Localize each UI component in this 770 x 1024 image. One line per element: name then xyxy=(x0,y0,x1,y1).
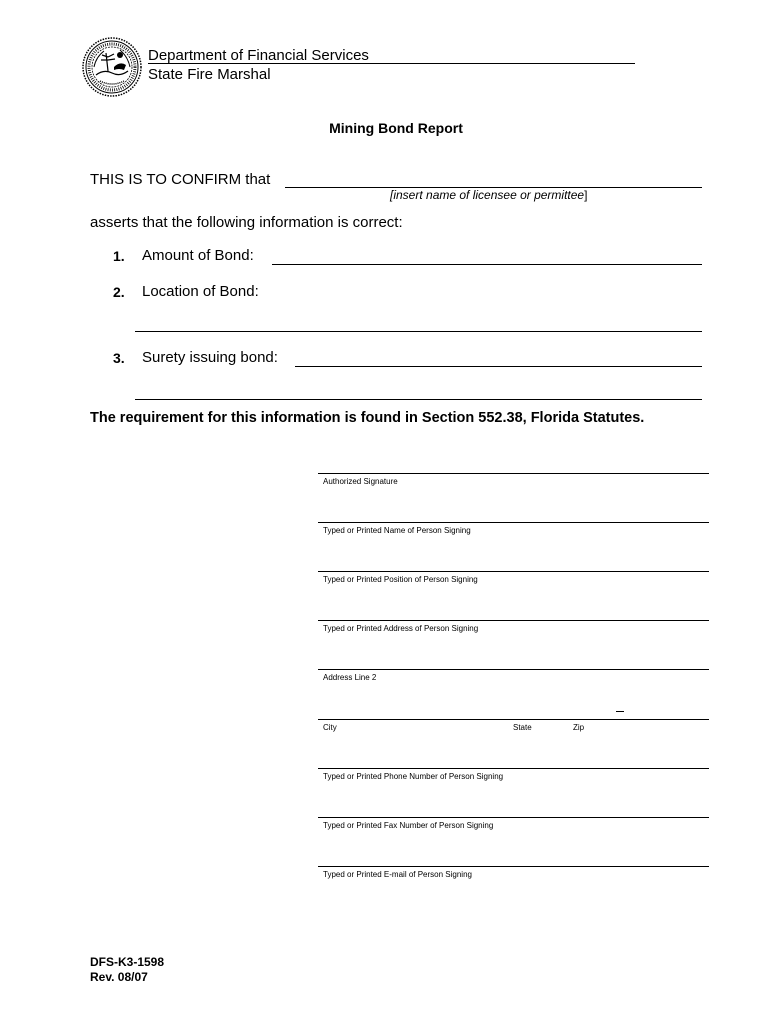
surety-label: Surety issuing bond: xyxy=(142,349,278,366)
location-of-bond-label: Location of Bond: xyxy=(142,283,259,300)
authorized-signature-label: Authorized Signature xyxy=(323,477,398,486)
asserts-text: asserts that the following information is correct: xyxy=(90,214,403,231)
name-field[interactable] xyxy=(318,522,709,523)
phone-label: Typed or Printed Phone Number of Person Signing xyxy=(323,772,504,781)
surety-field[interactable] xyxy=(295,366,702,367)
licensee-hint: [insert name of licensee or permittee] xyxy=(390,188,588,202)
surety-field-line-2[interactable] xyxy=(135,399,702,400)
requirement-statement: The requirement for this information is found in Section 552.38, Florida Statutes. xyxy=(90,410,645,426)
confirm-lead-text: THIS IS TO CONFIRM that xyxy=(90,171,271,188)
phone-field[interactable] xyxy=(318,768,709,769)
location-of-bond-field[interactable] xyxy=(135,331,702,332)
item-number: 2. xyxy=(113,284,125,300)
state-seal-icon xyxy=(82,37,142,97)
page-title: Mining Bond Report xyxy=(329,120,463,136)
email-field[interactable] xyxy=(318,866,709,867)
state-label: State xyxy=(513,723,532,732)
address-line-2-field[interactable] xyxy=(318,669,709,670)
address-line-2-label: Address Line 2 xyxy=(323,673,377,682)
form-number: DFS-K3-1598 xyxy=(90,955,165,969)
fax-field[interactable] xyxy=(318,817,709,818)
division-name: State Fire Marshal xyxy=(148,66,271,83)
zip-separator xyxy=(616,711,624,712)
position-field[interactable] xyxy=(318,571,709,572)
department-name: Department of Financial Services xyxy=(148,47,369,64)
city-label: City xyxy=(323,723,337,732)
name-label: Typed or Printed Name of Person Signing xyxy=(323,526,471,535)
address-field[interactable] xyxy=(318,620,709,621)
revision-date: Rev. 08/07 xyxy=(90,970,148,984)
authorized-signature-field[interactable] xyxy=(318,473,709,474)
address-label: Typed or Printed Address of Person Signing xyxy=(323,624,479,633)
zip-label: Zip xyxy=(573,723,585,732)
amount-of-bond-field[interactable] xyxy=(272,264,702,265)
header-underline xyxy=(148,63,635,64)
fax-label: Typed or Printed Fax Number of Person Signing xyxy=(323,821,494,830)
item-number: 1. xyxy=(113,248,125,264)
city-state-zip-field[interactable] xyxy=(318,719,709,720)
email-label: Typed or Printed E-mail of Person Signing xyxy=(323,870,472,879)
position-label: Typed or Printed Position of Person Signing xyxy=(323,575,478,584)
footer xyxy=(90,955,164,985)
amount-of-bond-label: Amount of Bond: xyxy=(142,247,254,264)
item-number: 3. xyxy=(113,350,125,366)
